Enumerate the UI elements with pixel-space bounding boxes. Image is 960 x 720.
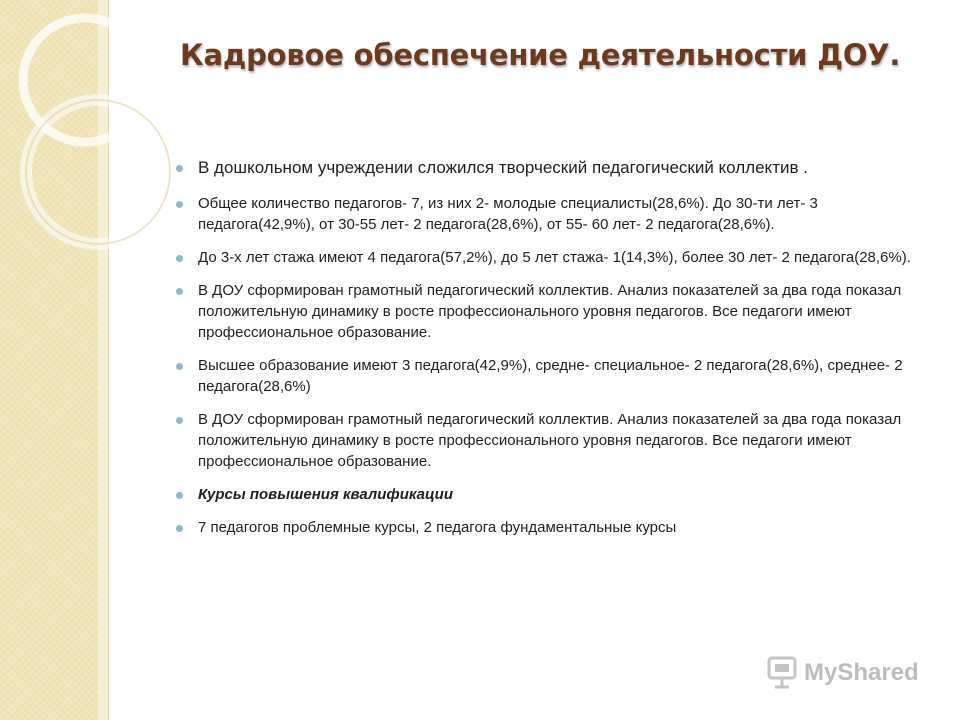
bullet-icon (176, 492, 183, 499)
bullet-icon (176, 165, 183, 172)
list-item-text: До 3-х лет стажа имеют 4 педагога(57,2%), до 5 лет стажа- 1(14,3%), более 30 лет- 2 педагога(28,6%). (198, 249, 911, 266)
bullet-icon (176, 255, 183, 262)
list-item (174, 517, 934, 538)
list-item-text: Общее количество педагогов- 7, из них 2- молодые специалисты(28,6%). До 30-ти лет- 3 педагога(42,9%), от 30-55 лет- 2 педагога(28,6%), от 55- 60 лет- 2 педагога(28,6%). (198, 195, 818, 233)
list-item (174, 409, 934, 472)
list-item-text: 7 педагогов проблемные курсы, 2 педагога фундаментальные курсы (198, 519, 677, 536)
slide-title: Кадровое обеспечение деятельности ДОУ. (180, 38, 901, 72)
list-item (174, 247, 934, 268)
watermark (766, 656, 919, 690)
bullet-icon (176, 525, 183, 532)
presentation-icon (766, 656, 798, 690)
list-item-text: Высшее образование имеют 3 педагога(42,9%), средне- специальное- 2 педагога(28,6%), среднее- 2 педагога(28,6%) (198, 357, 903, 395)
bullet-icon (176, 201, 183, 208)
list-item (174, 355, 934, 397)
list-item (174, 280, 934, 343)
list-item-text: Курсы повышения квалификации (198, 486, 454, 503)
bullet-list (174, 156, 934, 550)
list-item (174, 193, 934, 235)
list-item-text: В ДОУ сформирован грамотный педагогический коллектив. Анализ показателей за два года показал положительную динамику в росте профессионального уровня педагогов. Все педагоги имеют профессиональное образование. (198, 282, 902, 341)
list-item-text: В дошкольном учреждении сложился творческий педагогический коллектив . (198, 158, 808, 177)
bullet-icon (176, 363, 183, 370)
list-item-text: В ДОУ сформирован грамотный педагогический коллектив. Анализ показателей за два года показал положительную динамику в росте профессионального уровня педагогов. Все педагоги имеют профессиональное образование. (198, 411, 902, 470)
bullet-icon (176, 288, 183, 295)
list-item (174, 156, 934, 179)
watermark-text: MyShared (804, 659, 919, 686)
bullet-icon (176, 417, 183, 424)
list-item (174, 484, 934, 505)
